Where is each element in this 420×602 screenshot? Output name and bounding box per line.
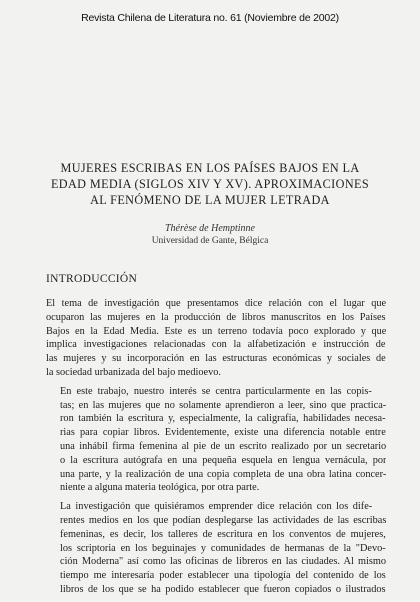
text-line: una parte, y la realización de una copia completa de una obra latina concer- (60, 468, 386, 480)
text-line: implica investigaciones relacionadas con la alfabetización e instrucción de (46, 339, 386, 351)
text-line: ron también la escritura y, especialmente, la caligrafía, habilidades necesa- (60, 413, 386, 425)
author-name: Thérèse de Hemptinne (165, 223, 255, 234)
text-line: libros de los que se ha podido establecer que fueron copiados o ilustrados (60, 583, 386, 595)
text-line: una inhábil firma femenina al pie de un escrito realizado por un secretario (60, 440, 386, 452)
text-line: ción Moderna" así como las oficinas de libreros en las ciudades. Al mismo (60, 556, 386, 568)
text-line: niente a alguna materia teológica, por otra parte. (60, 482, 260, 494)
text-line: rentes medios en los que podían desplegarse las actividades de las escribas (60, 514, 386, 526)
text-line: El tema de investigación que presentamos dice relación con el lugar que (46, 298, 386, 309)
text-line: En este trabajo, nuestro interés se centra particularmente en las copis- (60, 385, 372, 397)
paragraph-1 (46, 297, 386, 380)
article-title (20, 160, 400, 208)
paragraph-3 (46, 500, 386, 597)
text-line: los scriptoria en los beguinajes y comunidades de hermanas de la "Devo- (60, 542, 386, 554)
section-heading: INTRODUCCIÓN (46, 273, 138, 285)
text-line: o la escritura autógrafa en una pequeña esquela en lengua vernácula, por (60, 454, 386, 466)
title-line: EDAD MEDIA (SIGLOS XIV Y XV). APROXIMACIONES (50, 177, 370, 191)
text-line: La investigación que quisiéramos emprender dice relación con los dife- (60, 501, 373, 513)
text-line: tas; en las mujeres que no solamente aprendieron a leer, sino que practica- (60, 399, 386, 411)
title-line: AL FENÓMENO DE LA MUJER LETRADA (90, 193, 330, 207)
text-line: las mujeres y su incorporación en las estructuras económicas y sociales de (46, 353, 386, 365)
text-line: rias para copiar libros. Evidentemente, existe una diferencia notable entre (60, 427, 386, 439)
running-head: Revista Chilena de Literatura no. 61 (Noviembre de 2002) (81, 12, 339, 24)
author-affiliation: Universidad de Gante, Bélgica (151, 236, 269, 246)
text-line: Bajos en la Edad Media. Este es un terreno todavía poco explorado y que (46, 325, 386, 337)
text-line: ocuparon las mujeres en la producción de libros manuscritos en los Países (46, 311, 386, 323)
text-line: tiempo me interesaría poder establecer una tipología del contenido de los (60, 570, 386, 582)
article-body (46, 297, 386, 602)
text-line: la sociedad urbanizada del bajo medioevo. (46, 366, 221, 378)
title-line: MUJERES ESCRIBAS EN LOS PAÍSES BAJOS EN LA (60, 161, 360, 175)
text-line: femeninas, es decir, los talleres de escritura en los conventos de mujeres, (60, 528, 386, 540)
paragraph-2 (46, 385, 386, 495)
